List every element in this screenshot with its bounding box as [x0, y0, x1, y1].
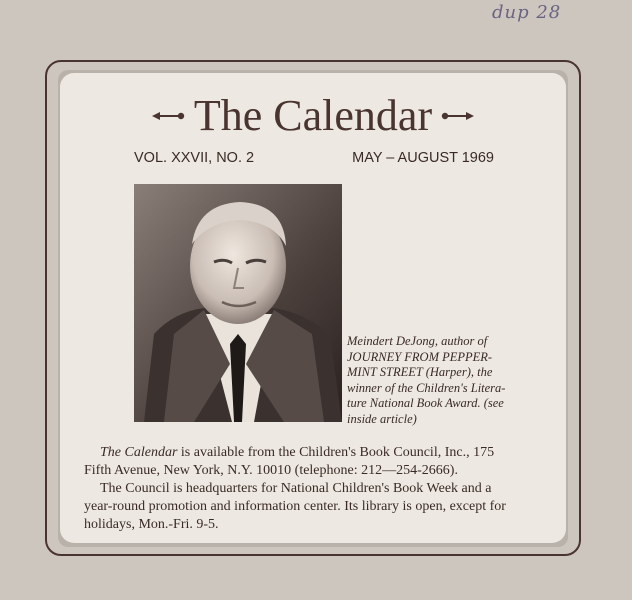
caption-line: JOURNEY FROM PEPPER-	[347, 349, 493, 364]
left-ornament-icon	[152, 110, 186, 122]
body-line: year-round promotion and information center. Its library is open, except for	[84, 499, 506, 514]
body-line: The Council is headquarters for National Children's Book Week and a	[100, 481, 492, 496]
body-text	[84, 444, 542, 534]
caption-line: ture National Book Award. (see	[347, 396, 504, 410]
portrait-illustration	[134, 184, 342, 422]
caption-line: Meindert DeJong, author of	[347, 334, 488, 348]
masthead	[60, 88, 566, 144]
caption-line: winner of the Children's Litera-	[347, 380, 506, 395]
handwritten-note: dup 28	[492, 2, 562, 23]
issue-date: MAY – AUGUST 1969	[352, 150, 494, 166]
publication-title: The Calendar	[193, 91, 433, 140]
caption-line: inside article)	[347, 411, 417, 426]
body-line: holidays, Mon.-Fri. 9-5.	[84, 517, 219, 532]
body-line: The Calendar is available from the Children's Book Council, Inc., 175	[100, 445, 495, 460]
photo-caption	[347, 334, 532, 427]
issue-info	[134, 150, 494, 166]
volume-number: VOL. XXVII, NO. 2	[134, 150, 255, 166]
body-line: Fifth Avenue, New York, N.Y. 10010 (telephone: 212—254-2666).	[84, 463, 458, 478]
author-portrait	[134, 184, 342, 422]
council-paragraph	[84, 480, 542, 534]
caption-line: MINT STREET (Harper), the	[347, 365, 493, 379]
right-ornament-icon	[440, 110, 474, 122]
availability-paragraph	[84, 444, 542, 480]
